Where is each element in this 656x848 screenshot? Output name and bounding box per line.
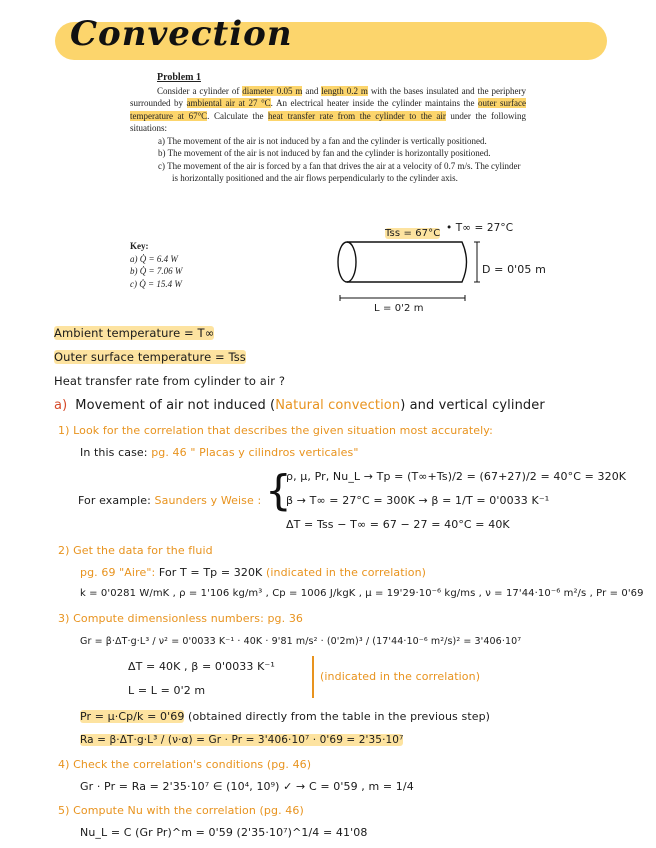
case-item: b) The movement of the air is not induced by fan and the cylinder is horizontally positioned.: [158, 148, 491, 158]
case-a-heading: a) Movement of air not induced (Natural convection) and vertical cylinder: [54, 398, 545, 413]
step-2: 2) Get the data for the fluid: [58, 544, 213, 557]
property-line-2: β → T∞ = 27°C = 300K → β = 1/T = 0'0033 K⁻¹: [286, 494, 550, 507]
problem-statement: Consider a cylinder of diameter 0.05 m and length 0.2 m with the bases insulated and the periphery surrounded by ambiental air at 27 °C. An electrical heater inside the cylinder maintains the outer surface temperature at 67°C. Calculate the heat transfer rate from the cylinder to the air under the following situations:: [130, 85, 526, 133]
page-title: Convection: [70, 14, 293, 54]
length-highlight: length 0.2 m: [321, 85, 368, 96]
delta-t-beta: ΔT = 40K , β = 0'0033 K⁻¹: [128, 660, 275, 673]
prandtl-line: Pr = μ·Cp/k = 0'69 (obtained directly from the table in the previous step): [80, 710, 491, 723]
diameter-highlight: diameter 0.05 m: [242, 85, 303, 96]
answer-key: [130, 240, 250, 290]
conditions-line: Gr · Pr = Ra = 2'35·10⁷ ∈ (10⁴, 10⁹) ✓ → C = 0'59 , m = 1/4: [80, 780, 414, 793]
case-list: [158, 135, 526, 185]
cylinder-left-end: [338, 242, 356, 282]
step-1: 1) Look for the correlation that describes the given situation most accurately:: [58, 424, 493, 437]
ambient-temp-label: • T∞ = 27°C: [446, 222, 514, 234]
step-3: 3) Compute dimensionless numbers: pg. 36: [58, 612, 304, 625]
step-4: 4) Check the correlation's conditions (pg. 46): [58, 758, 312, 771]
cylinder-body: [347, 242, 467, 282]
step-2-ref: pg. 69 "Aire": For T = Tp = 320K (indicated in the correlation): [80, 566, 427, 579]
key-label: Key:: [130, 241, 149, 251]
surface-temp-label: Tss = 67°C: [385, 228, 441, 239]
bracket-line: [312, 656, 314, 698]
rayleigh-line: Ra = β·ΔT·g·L³ / (ν·α) = Gr · Pr = 3'406·10⁷ · 0'69 = 2'35·10⁷: [80, 734, 404, 746]
nusselt-line: Nu_L = C (Gr Pr)^m = 0'59 (2'35·10⁷)^1/4 = 41'08: [80, 826, 368, 839]
property-line-1: ρ, μ, Pr, Nu_L → Tp = (T∞+Ts)/2 = (67+27)/2 = 40°C = 320K: [286, 470, 627, 483]
example-line: For example: Saunders y Weise :: [78, 494, 262, 507]
grashof-equation: Gr = β·ΔT·g·L³ / ν² = 0'0033 K⁻¹ · 40K · 9'81 m/s² · (0'2m)³ / (17'44·10⁻⁶ m²/s)² = 3'406·10⁷: [80, 636, 522, 647]
diameter-label: D = 0'05 m: [482, 263, 546, 276]
heat-rate-highlight: heat transfer rate from the cylinder to the air: [268, 110, 446, 121]
step-1-case: In this case: pg. 46 " Placas y cilindros verticales": [80, 446, 359, 459]
step-5: 5) Compute Nu with the correlation (pg. 46): [58, 804, 304, 817]
surface-definition: Outer surface temperature = Tss: [54, 350, 246, 364]
step-3-note: (indicated in the correlation): [320, 670, 481, 683]
surface-temp-highlight: outer surface temperature at 67°C: [130, 98, 526, 121]
ambient-definition: Ambient temperature = T∞: [54, 326, 215, 340]
question: Heat transfer rate from cylinder to air ?: [54, 374, 286, 388]
property-line-3: ΔT = Tss − T∞ = 67 − 27 = 40°C = 40K: [286, 518, 510, 531]
problem-heading: Problem 1: [157, 72, 201, 83]
fluid-data: k = 0'0281 W/mK , ρ = 1'106 kg/m³ , Cp = 1006 J/kgK , μ = 19'29·10⁻⁶ kg/ms , ν = 17'44·10⁻⁶ m²/s , Pr = 0'69: [80, 588, 644, 599]
length-label: L = 0'2 m: [374, 303, 424, 314]
key-item: a) Q̇ = 6.4 W: [130, 253, 178, 264]
case-item: c) The movement of the air is forced by a fan that drives the air at a velocity of 0.7 m/s. The cylinder is horizontally positioned and the air flows perpendicularly to the cylinder axis.: [158, 160, 521, 183]
problem-block: [130, 72, 526, 185]
brace: {: [265, 466, 292, 515]
key-item: c) Q̇ = 15.4 W: [130, 278, 182, 289]
length-equation: L = L = 0'2 m: [128, 684, 206, 697]
ambient-highlight: ambiental air at 27 °C: [186, 98, 271, 108]
case-item: a) The movement of the air is not induced by a fan and the cylinder is vertically positioned.: [158, 135, 487, 146]
key-item: b) Q̇ = 7.06 W: [130, 266, 183, 276]
